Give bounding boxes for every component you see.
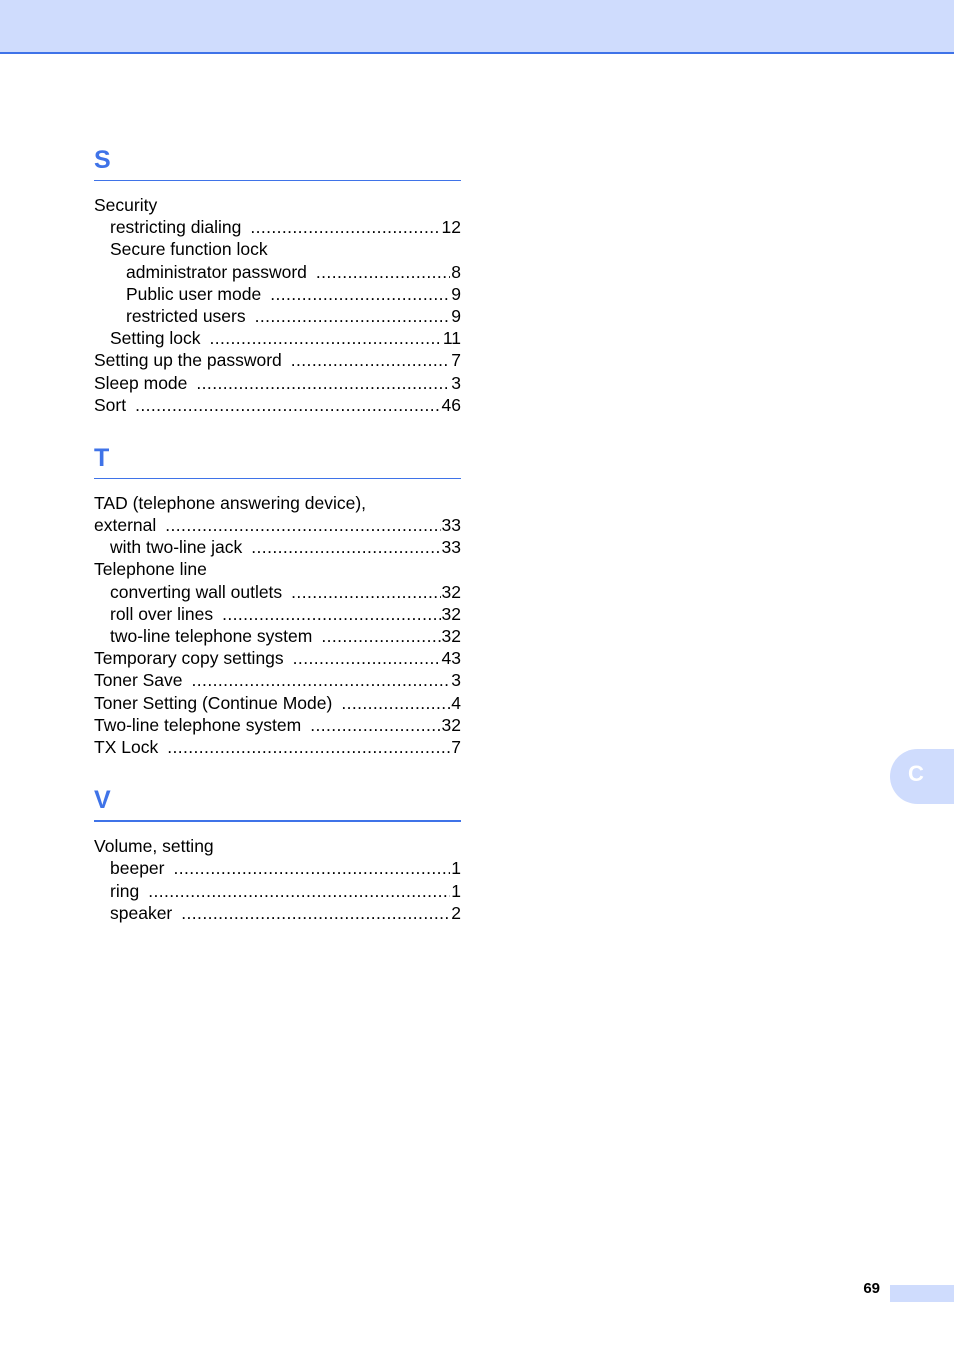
index-entry: Sleep mode ..... 3 xyxy=(94,372,461,394)
index-entry: Volume, setting xyxy=(94,836,214,857)
section-letter-v: V xyxy=(94,780,461,822)
header-band xyxy=(0,0,954,54)
chapter-tab xyxy=(890,749,954,804)
index-entry: ring ..... 1 xyxy=(94,880,461,902)
index-entry: administrator password ..... 8 xyxy=(94,261,461,283)
index-entry: Secure function lock xyxy=(110,239,268,260)
index-entry: roll over lines ..... 32 xyxy=(94,603,461,625)
index-entry: with two-line jack ..... 33 xyxy=(94,536,461,558)
section-letter-s: S xyxy=(94,140,461,181)
page-number: 69 xyxy=(863,1280,880,1297)
index-entry: converting wall outlets ..... 32 xyxy=(94,581,461,603)
index-entry: TX Lock ..... 7 xyxy=(94,736,461,758)
index-entry: Telephone line xyxy=(94,559,207,580)
index-entry: restricting dialing ..... 12 xyxy=(94,216,461,238)
index-section-v xyxy=(94,780,461,924)
index-entry: Two-line telephone system ..... 32 xyxy=(94,714,461,736)
section-letter-t: T xyxy=(94,438,461,479)
index-entry: Sort ..... 46 xyxy=(94,394,461,416)
index-column xyxy=(94,140,461,924)
index-section-s xyxy=(94,140,461,416)
index-entry: two-line telephone system ..... 32 xyxy=(94,625,461,647)
index-entry: beeper ..... 1 xyxy=(94,857,461,879)
index-entry: Toner Setting (Continue Mode) ..... 4 xyxy=(94,692,461,714)
index-section-t xyxy=(94,438,461,758)
index-entry: speaker ..... 2 xyxy=(94,902,461,924)
chapter-tab-label: C xyxy=(908,761,924,786)
index-entry: Toner Save ..... 3 xyxy=(94,669,461,691)
footer-band xyxy=(890,1285,954,1302)
index-entry: Public user mode ..... 9 xyxy=(94,283,461,305)
index-entry: external ..... 33 xyxy=(94,514,461,536)
index-entry: Setting lock ..... 11 xyxy=(94,327,461,349)
index-entry: Security xyxy=(94,195,158,215)
index-entry: Setting up the password ..... 7 xyxy=(94,349,461,371)
index-entry: TAD (telephone answering device), xyxy=(94,492,367,513)
index-entry: Temporary copy settings ..... 43 xyxy=(94,647,461,669)
index-entry: restricted users ..... 9 xyxy=(94,305,461,327)
